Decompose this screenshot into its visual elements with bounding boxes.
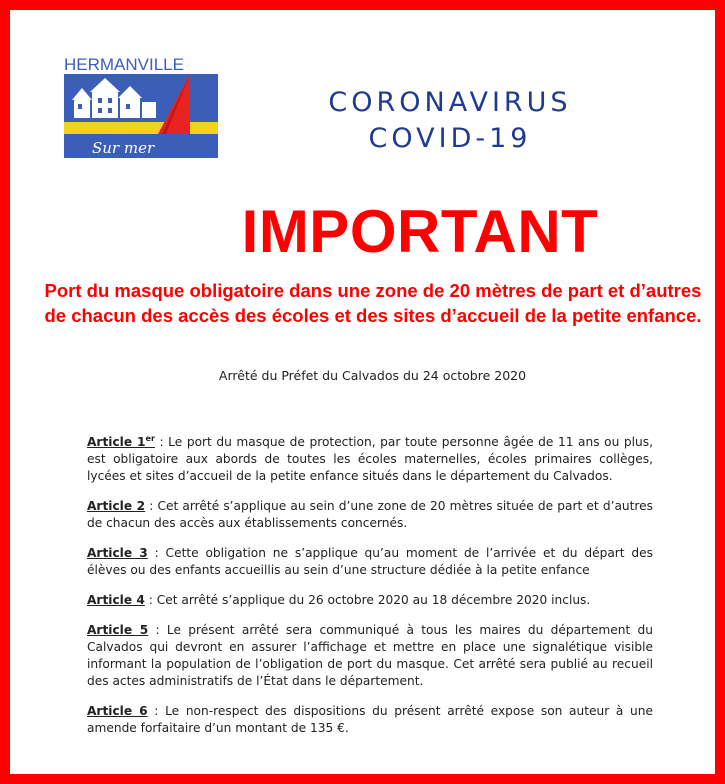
article-3-label: Article 3 xyxy=(87,546,148,560)
article-2-label: Article 2 xyxy=(87,499,146,513)
important-heading: IMPORTANT xyxy=(241,198,599,265)
article-4-label: Article 4 xyxy=(87,593,145,607)
header-line-1: CORONAVIRUS xyxy=(328,87,572,118)
hermanville-logo xyxy=(62,52,220,162)
article-1-text: : Le port du masque de protection, par toute personne âgée de 11 ans ou plus, est obligatoire aux abords de toutes les écoles maternelles, écoles primaires collèges, lycées et sites d’accueil de la petite enfance situés dans le département du Calvados. xyxy=(87,435,653,483)
article-6 xyxy=(87,703,653,737)
article-2 xyxy=(87,498,653,532)
article-1 xyxy=(87,434,653,485)
article-6-text: : Le non-respect des dispositions du présent arrêté expose son auteur à une amende forfaitaire d’un montant de 135 €. xyxy=(87,704,653,735)
article-2-text: : Cet arrêté s’applique au sein d’une zone de 20 mètres située de part et d’autres de chacun des accès aux établissements concernés. xyxy=(87,499,654,530)
article-3-text: : Cette obligation ne s’applique qu’au moment de l’arrivée et du départ des élèves ou des enfants accueillis au sein d’une structure dédiée à la petite enfance xyxy=(87,546,653,577)
decree-reference: Arrêté du Préfet du Calvados du 24 octobre 2020 xyxy=(218,368,527,383)
article-6-label: Article 6 xyxy=(87,704,148,718)
logo-subtitle: Sur mer xyxy=(92,139,155,157)
header-title xyxy=(305,85,595,157)
article-4 xyxy=(87,592,653,609)
logo-title: HERMANVILLE xyxy=(64,55,184,74)
articles-list xyxy=(87,434,653,750)
article-5-text: : Le présent arrêté sera communiqué à tous les maires du département du Calvados qui devront en assurer l’affichage et mettre en place une signalétique visible informant la population de l’obligation de port du masque. Cet arrêté sera publié au recueil des actes administratifs de l’État dans le département. xyxy=(87,623,653,688)
article-5 xyxy=(87,622,653,690)
article-4-text: : Cet arrêté s’applique du 26 octobre 2020 au 18 décembre 2020 inclus. xyxy=(144,593,591,607)
logo-beach-band xyxy=(64,122,218,134)
header-line-2: COVID-19 xyxy=(368,123,532,154)
article-5-label: Article 5 xyxy=(87,623,149,637)
article-1-label: Article 1er xyxy=(87,433,155,449)
mask-rule-subtitle: Port du masque obligatoire dans une zone de 20 mètres de part et d’autres de chacun des accès des écoles et des sites d’accueil de la petite enfance. xyxy=(44,280,702,326)
article-3 xyxy=(87,545,653,579)
